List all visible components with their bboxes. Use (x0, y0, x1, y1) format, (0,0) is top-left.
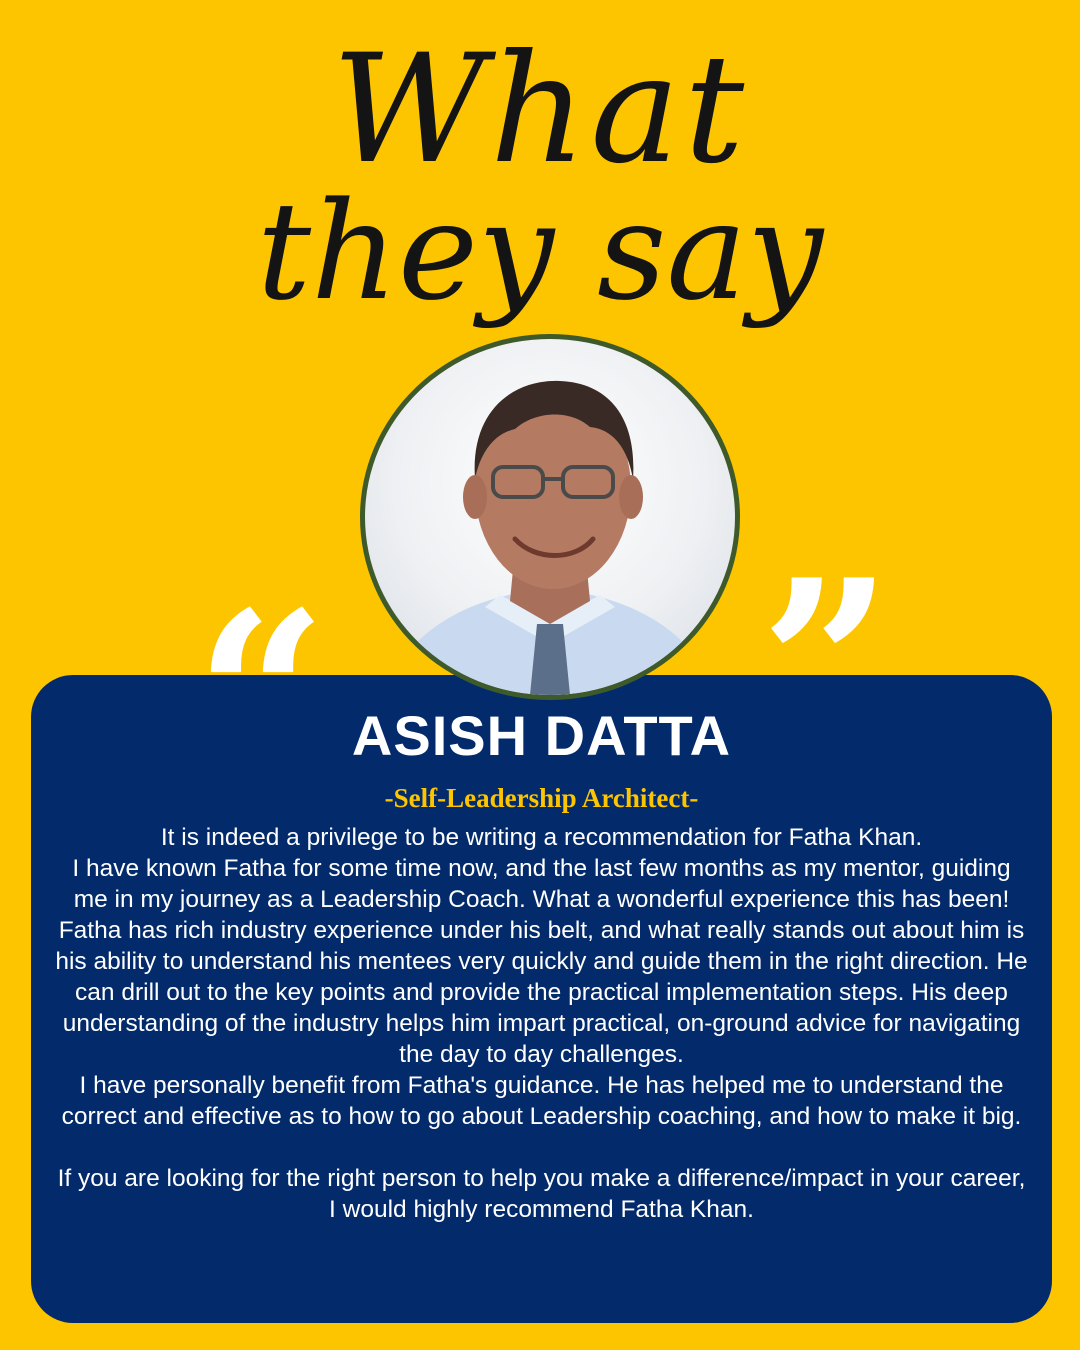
paragraph-spacer (55, 1132, 1028, 1163)
open-quote-icon: “ (195, 562, 328, 832)
testimonial-paragraph: I have known Fatha for some time now, and the last few months as my mentor, guiding me in my journey as a Leadership Coach. What a wonderful experience this has been! (72, 855, 1011, 913)
testimonial-paragraph: It is indeed a privilege to be writing a recommendation for Fatha Khan. (160, 824, 923, 851)
testimonial-text (55, 822, 1028, 1225)
heading-they-say: they say (256, 173, 824, 330)
person-portrait-icon (365, 339, 735, 695)
person-title: -Self-Leadership Architect- (384, 783, 699, 813)
heading-what: What (331, 23, 749, 197)
person-name: ASISH DATTA (351, 704, 732, 767)
profile-photo (360, 334, 740, 700)
testimonial-paragraph: Fatha has rich industry experience under his belt, and what really stands out about him is his ability to understand his mentees very quickly and guide them in the right direction. He can drill out to the key points and provide the practical implementation steps. His deep understanding of the industry helps him impart practical, on-ground advice for navigating the day to day challenges. (55, 917, 1028, 1068)
testimonial-paragraph: If you are looking for the right person to help you make a difference/impact in your career, I would highly recommend Fatha Khan. (57, 1165, 1026, 1223)
close-quote-icon: ” (760, 530, 893, 800)
testimonial-paragraph: I have personally benefit from Fatha's guidance. He has helped me to understand the correct and effective as to how to go about Leadership coaching, and how to make it big. (61, 1072, 1022, 1130)
